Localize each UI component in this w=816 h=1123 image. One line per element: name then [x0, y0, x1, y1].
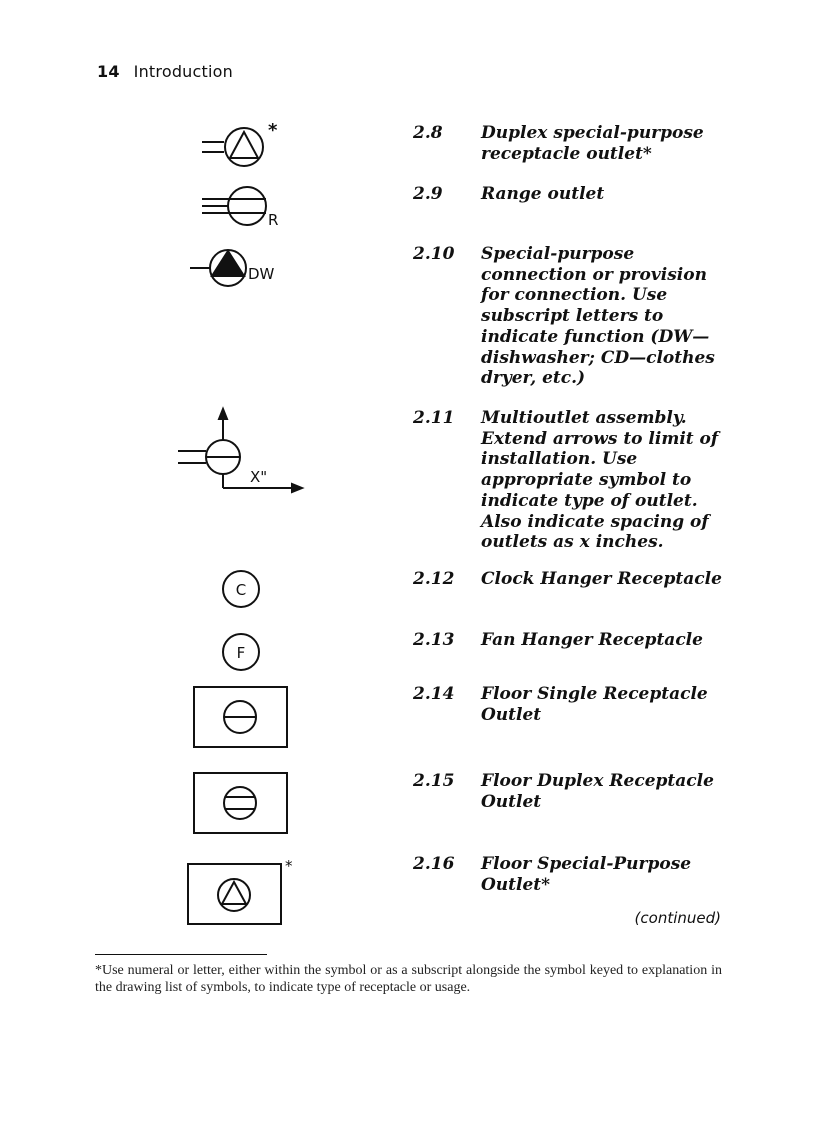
entry-number: 2.13 — [413, 630, 455, 650]
footnote-divider — [95, 954, 267, 955]
entry-number: 2.16 — [413, 854, 455, 874]
clock-hanger-receptacle-symbol — [219, 570, 265, 610]
fan-label: F — [236, 644, 246, 662]
asterisk-mark: * — [285, 857, 293, 875]
entry-number: 2.14 — [413, 684, 455, 704]
floor-single-receptacle-symbol — [193, 686, 289, 750]
spacing-label: X" — [250, 468, 268, 486]
multioutlet-assembly-symbol — [176, 436, 306, 496]
dishwasher-label: DW — [248, 265, 275, 283]
page-number: 14 — [97, 62, 120, 81]
asterisk-mark: * — [268, 120, 278, 141]
duplex-special-purpose-receptacle-symbol — [200, 122, 290, 174]
footnote: *Use numeral or letter, either within the symbol or as a subscript alongside the symbol keyed to explanation in the drawing list of symbols, to indicate type of receptacle or usage. — [95, 963, 722, 995]
range-label: R — [268, 211, 279, 229]
section-title: Introduction — [133, 62, 233, 81]
entry-number: 2.15 — [413, 771, 455, 791]
range-outlet-symbol — [200, 185, 290, 235]
page-header — [97, 62, 233, 81]
entry-text: Fan Hanger Receptacle — [481, 630, 703, 650]
floor-duplex-receptacle-symbol — [193, 772, 289, 836]
entry-number: 2.11 — [413, 408, 455, 428]
clock-label: C — [235, 581, 247, 599]
entry-number: 2.10 — [413, 244, 455, 264]
entry-text: Special-purpose connection or provision for connection. Use subscript letters to indicate function (DW—dishwasher; CD—clothes dryer, etc.) — [481, 244, 715, 389]
fan-hanger-receptacle-symbol — [219, 633, 265, 673]
entry-text: Range outlet — [481, 184, 605, 204]
entry-number: 2.9 — [413, 184, 443, 204]
continued-note: (continued) — [634, 909, 721, 927]
entry-number: 2.12 — [413, 569, 455, 589]
entry-text: Floor Duplex Receptacle Outlet — [481, 771, 714, 812]
special-purpose-connection-symbol — [188, 243, 298, 293]
entry-text: Floor Special-Purpose Outlet* — [481, 854, 692, 895]
entry-text: Multioutlet assembly. Extend arrows to limit of installation. Use appropriate symbol to indicate type of outlet. Also indicate spacing of outlets as x inches. — [481, 408, 719, 553]
entry-text: Duplex special-purpose receptacle outlet* — [481, 123, 704, 164]
entry-text: Floor Single Receptacle Outlet — [481, 684, 708, 725]
floor-special-purpose-outlet-symbol — [187, 855, 297, 929]
entry-text: Clock Hanger Receptacle — [481, 569, 722, 589]
entry-number: 2.8 — [413, 123, 443, 143]
